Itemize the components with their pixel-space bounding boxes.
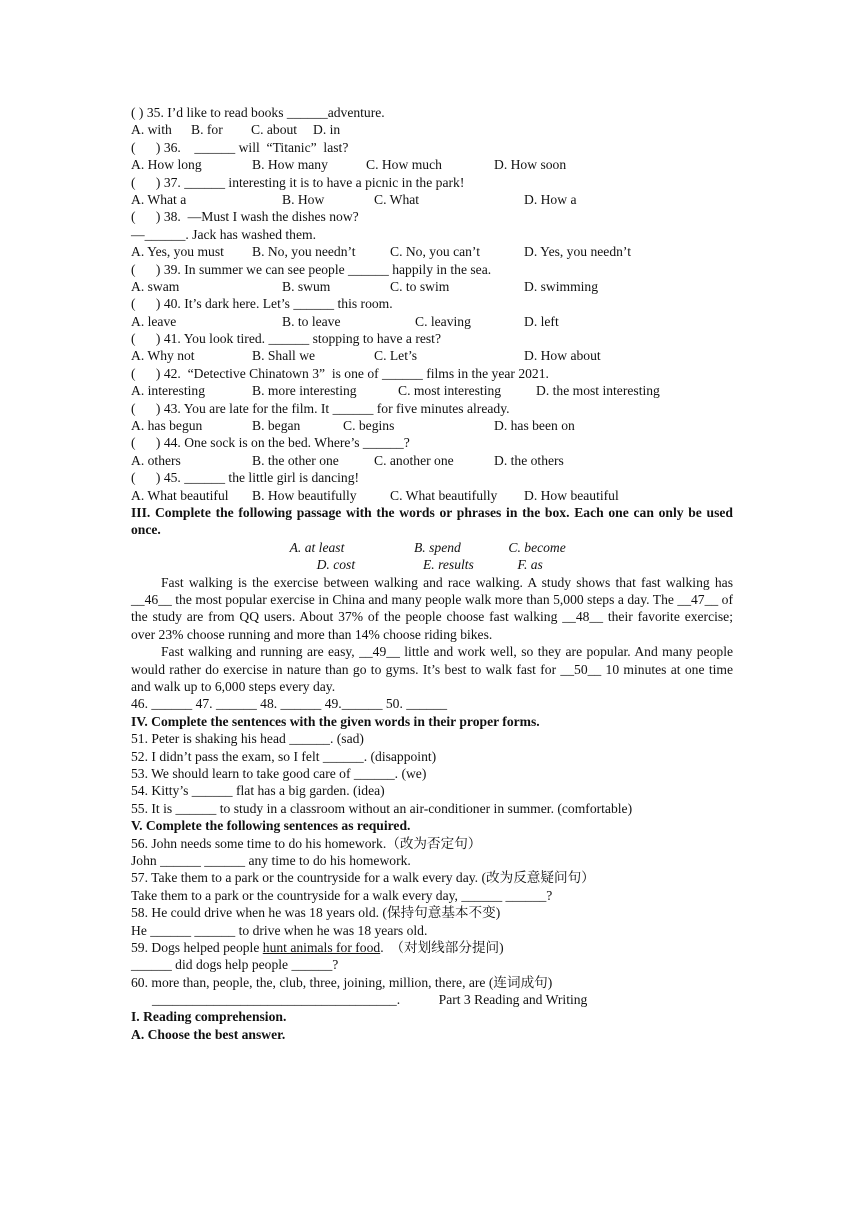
q37-stem: ( ) 37. ______ interesting it is to have a picnic in the park!	[131, 174, 465, 190]
choose-best-answer-heading	[131, 1026, 733, 1043]
question-52	[131, 748, 733, 765]
q56-text: 56. John needs some time to do his homework.（改为否定句）	[131, 835, 482, 851]
q44-option-c: C. another one	[374, 452, 454, 468]
box-option-e: E. results	[423, 557, 474, 573]
q51-text: 51. Peter is shaking his head ______. (sad)	[131, 731, 364, 747]
question-37	[131, 174, 733, 191]
q45-options	[131, 487, 733, 504]
q36-option-c: C. How much	[366, 157, 442, 173]
q38-response	[131, 226, 733, 243]
question-41	[131, 330, 733, 347]
question-55	[131, 800, 733, 817]
q38-option-c: C. No, you can’t	[390, 244, 480, 260]
q60-answer-line: ____________________________________.	[152, 992, 401, 1008]
q39-option-c: C. to swim	[390, 278, 450, 294]
question-36	[131, 139, 733, 156]
passage-answer-blanks: 46. ______ 47. ______ 48. ______ 49.______ 50. ______	[131, 696, 448, 712]
q41-option-c: C. Let’s	[374, 348, 418, 364]
word-box-row-2	[131, 556, 733, 573]
question-39	[131, 261, 733, 278]
q42-option-a: A. interesting	[131, 383, 205, 399]
q44-options	[131, 452, 733, 469]
q44-option-b: B. the other one	[252, 452, 339, 468]
box-option-a: A. at least	[289, 539, 345, 555]
q43-option-b: B. began	[252, 418, 301, 434]
q45-stem: ( ) 45. ______ the little girl is dancing!	[131, 470, 360, 486]
question-59-answer	[131, 956, 733, 973]
section-5-title	[131, 817, 733, 834]
q35-option-d: D. in	[313, 122, 341, 138]
reading-comprehension-text: I. Reading comprehension.	[131, 1009, 287, 1025]
passage-paragraph-1: Fast walking is the exercise between walking and race walking. A study shows that fast walking has __46__ the most popular exercise in China and many people walk more than 5,000 steps a day. The __47__ of the study are from QQ users. About 37% of the people choose fast walking __48__ their favorite exercise; over 23% choose running and more than 14% choose riding bikes.	[131, 574, 733, 642]
section-3-title: III. Complete the following passage with the words or phrases in the box. Each one can only be used once.	[131, 504, 733, 538]
q41-options	[131, 347, 733, 364]
q43-stem: ( ) 43. You are late for the film. It ______ for five minutes already.	[131, 400, 510, 416]
q35-stem: ( ) 35. I’d like to read books ______adventure.	[131, 105, 385, 120]
q35-options	[131, 121, 733, 138]
q55-text: 55. It is ______ to study in a classroom without an air-conditioner in summer. (comfortable)	[131, 800, 633, 816]
q38-options	[131, 243, 733, 260]
q44-option-a: A. others	[131, 452, 181, 468]
question-35	[131, 104, 733, 121]
part-3-title	[131, 991, 733, 1008]
q40-option-d: D. left	[524, 313, 559, 329]
box-option-d: D. cost	[316, 557, 356, 573]
question-43	[131, 400, 733, 417]
question-54	[131, 782, 733, 799]
q40-options	[131, 313, 733, 330]
q36-options	[131, 156, 733, 173]
q39-option-b: B. swum	[282, 278, 331, 294]
q59-text-pre: 59. Dogs helped people	[131, 939, 263, 955]
q43-option-a: A. has begun	[131, 418, 203, 434]
q42-options	[131, 382, 733, 399]
q38-option-d: D. Yes, you needn’t	[524, 244, 631, 260]
q38-option-a: A. Yes, you must	[131, 244, 224, 260]
q40-stem: ( ) 40. It’s dark here. Let’s ______ this room.	[131, 296, 393, 312]
q53-text: 53. We should learn to take good care of ______. (we)	[131, 765, 427, 781]
question-59	[131, 939, 733, 956]
q36-option-b: B. How many	[252, 157, 328, 173]
section-4-title	[131, 713, 733, 730]
q60-text: 60. more than, people, the, club, three, joining, million, there, are (连词成句)	[131, 974, 553, 990]
q52-text: 52. I didn’t pass the exam, so I felt ______. (disappoint)	[131, 748, 437, 764]
question-58	[131, 904, 733, 921]
q44-stem: ( ) 44. One sock is on the bed. Where’s ______?	[131, 435, 410, 451]
q39-options	[131, 278, 733, 295]
q40-option-b: B. to leave	[282, 313, 341, 329]
q43-option-d: D. has been on	[494, 418, 575, 434]
question-58-answer	[131, 922, 733, 939]
question-57	[131, 869, 733, 886]
reading-comprehension-heading	[131, 1008, 733, 1025]
box-option-b: B. spend	[414, 539, 461, 555]
q43-option-c: C. begins	[343, 418, 395, 434]
q57-answer-line: Take them to a park or the countryside for a walk every day, ______ ______?	[131, 887, 553, 903]
q37-option-d: D. How a	[524, 191, 577, 207]
q58-answer-line: He ______ ______ to drive when he was 18 years old.	[131, 922, 428, 938]
question-56	[131, 835, 733, 852]
q56-answer-line: John ______ ______ any time to do his homework.	[131, 852, 411, 868]
q35-option-c: C. about	[251, 122, 298, 138]
question-42	[131, 365, 733, 382]
q43-options	[131, 417, 733, 434]
q41-option-b: B. Shall we	[252, 348, 316, 364]
q37-option-b: B. How	[282, 191, 325, 207]
q35-option-a: A. with	[131, 122, 172, 138]
question-51	[131, 730, 733, 747]
q42-option-d: D. the most interesting	[536, 383, 660, 399]
q45-option-c: C. What beautifully	[390, 487, 498, 503]
word-box-row-1	[131, 539, 733, 556]
q36-option-a: A. How long	[131, 157, 202, 173]
q39-option-d: D. swimming	[524, 278, 599, 294]
question-60	[131, 974, 733, 991]
q42-stem: ( ) 42. “Detective Chinatown 3” is one of ______ films in the year 2021.	[131, 365, 549, 381]
box-option-c: C. become	[508, 539, 566, 555]
q54-text: 54. Kitty’s ______ flat has a big garden. (idea)	[131, 783, 385, 799]
q36-stem: ( ) 36. ______ will “Titanic” last?	[131, 139, 349, 155]
q59-underlined-part: hunt animals for food	[262, 939, 381, 955]
q38-stem: ( ) 38. —Must I wash the dishes now?	[131, 209, 359, 225]
q37-options	[131, 191, 733, 208]
q44-option-d: D. the others	[494, 452, 564, 468]
question-40	[131, 295, 733, 312]
part-3-title-text: Part 3 Reading and Writing	[438, 992, 588, 1008]
section-5-title-text: V. Complete the following sentences as required.	[131, 818, 411, 834]
question-45	[131, 469, 733, 486]
q57-text: 57. Take them to a park or the countryside for a walk every day. (改为反意疑问句）	[131, 870, 595, 886]
question-56-answer	[131, 852, 733, 869]
q41-option-d: D. How about	[524, 348, 601, 364]
q38-stem2: —______. Jack has washed them.	[131, 226, 316, 242]
q36-option-d: D. How soon	[494, 157, 567, 173]
q39-option-a: A. swam	[131, 278, 180, 294]
q59-answer-line: ______ did dogs help people ______?	[131, 957, 339, 973]
q58-text: 58. He could drive when he was 18 years old. (保持句意基本不变)	[131, 905, 501, 921]
passage-answers	[131, 695, 733, 712]
q41-stem: ( ) 41. You look tired. ______ stopping to have a rest?	[131, 331, 441, 347]
section-4-title-text: IV. Complete the sentences with the given words in their proper forms.	[131, 713, 540, 729]
question-38	[131, 208, 733, 225]
choose-best-answer-text: A. Choose the best answer.	[131, 1026, 286, 1042]
q42-option-b: B. more interesting	[252, 383, 357, 399]
q35-option-b: B. for	[191, 122, 223, 138]
q45-option-a: A. What beautiful	[131, 487, 229, 503]
q59-text-post: . （对划线部分提问)	[380, 939, 504, 955]
q40-option-a: A. leave	[131, 313, 177, 329]
worksheet-content	[131, 104, 733, 1043]
q37-option-a: A. What a	[131, 191, 187, 207]
question-44	[131, 434, 733, 451]
q45-option-d: D. How beautiful	[524, 487, 619, 503]
q42-option-c: C. most interesting	[398, 383, 502, 399]
question-53	[131, 765, 733, 782]
passage-paragraph-2: Fast walking and running are easy, __49__ little and work well, so they are popular. And many people would rather do exercise in nature than go to gyms. It’s best to walk fast for __50__ 10 minutes at one time and walk up to 6,000 steps every day.	[131, 644, 733, 695]
q39-stem: ( ) 39. In summer we can see people ______ happily in the sea.	[131, 261, 492, 277]
q38-option-b: B. No, you needn’t	[252, 244, 356, 260]
question-57-answer	[131, 887, 733, 904]
box-option-f: F. as	[517, 557, 543, 573]
q40-option-c: C. leaving	[415, 313, 471, 329]
q45-option-b: B. How beautifully	[252, 487, 357, 503]
q41-option-a: A. Why not	[131, 348, 195, 364]
q37-option-c: C. What	[374, 191, 420, 207]
